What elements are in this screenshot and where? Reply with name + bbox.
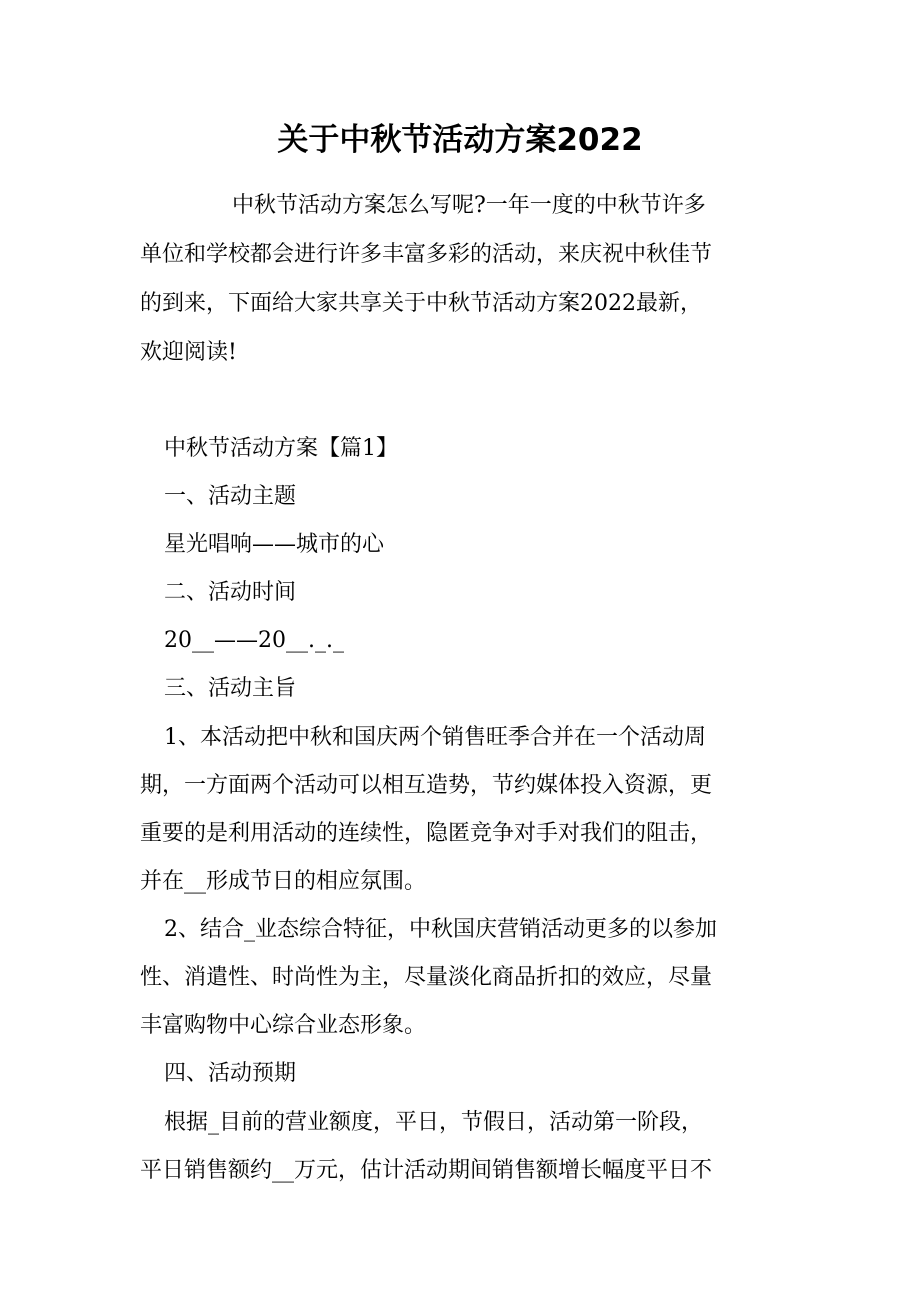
- document-title: 关于中秋节活动方案2022: [277, 122, 643, 158]
- theme-text: 星光唱响——城市的心: [164, 532, 385, 557]
- intro-line: 欢迎阅读!: [140, 340, 237, 365]
- purpose-line: 期，一方面两个活动可以相互造势，节约媒体投入资源，更: [140, 773, 713, 798]
- purpose-line: 性、消遣性、时尚性为主，尽量淡化商品折扣的效应，尽量: [140, 965, 713, 990]
- purpose-line: 并在__形成节日的相应氛围。: [140, 869, 427, 894]
- heading-expectation: 四、活动预期: [164, 1061, 297, 1086]
- purpose-line: 丰富购物中心综合业态形象。: [140, 1013, 427, 1038]
- heading-purpose: 三、活动主旨: [164, 676, 297, 701]
- intro-line: 中秋节活动方案怎么写呢?一年一度的中秋节许多: [232, 193, 706, 218]
- section-title: 中秋节活动方案【篇1】: [164, 436, 398, 461]
- purpose-line: 重要的是利用活动的连续性，隐匿竞争对手对我们的阻击，: [140, 821, 713, 846]
- purpose-line: 1、本活动把中秋和国庆两个销售旺季合并在一个活动周: [164, 725, 706, 750]
- time-text: 20__——20__._._: [164, 628, 344, 653]
- intro-line: 单位和学校都会进行许多丰富多彩的活动，来庆祝中秋佳节: [140, 242, 713, 267]
- purpose-line: 2、结合_业态综合特征，中秋国庆营销活动更多的以参加: [164, 917, 717, 942]
- heading-time: 二、活动时间: [164, 580, 297, 605]
- intro-line: 的到来，下面给大家共享关于中秋节活动方案2022最新，: [140, 291, 702, 316]
- heading-theme: 一、活动主题: [164, 484, 297, 509]
- expectation-line: 根据_目前的营业额度，平日，节假日，活动第一阶段，: [164, 1110, 704, 1135]
- expectation-line: 平日销售额约__万元，估计活动期间销售额增长幅度平日不: [140, 1158, 713, 1183]
